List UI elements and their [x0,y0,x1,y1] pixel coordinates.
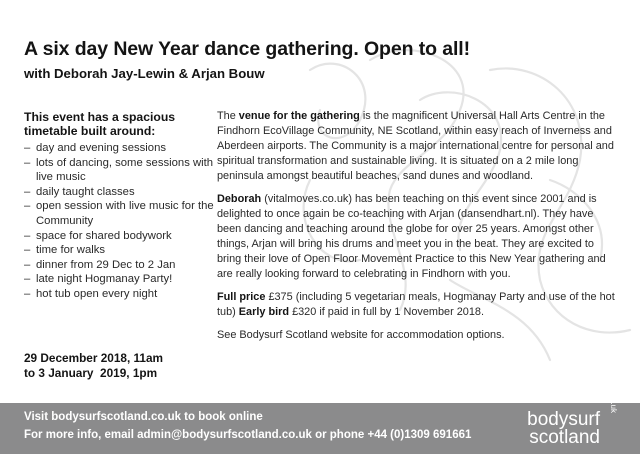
page-subtitle: with Deborah Jay-Lewin & Arjan Bouw [24,66,265,81]
list-item: – hot tub open every night [24,287,224,302]
page-title: A six day New Year dance gathering. Open to all! [24,38,471,60]
highlights-heading-line-1: This event has a spacious [24,110,176,124]
dates-line-1: 29 December 2018, 11am [24,351,164,365]
dates-line-2: to 3 January 2019, 1pm [24,365,158,380]
early-bird-text: £320 if paid in full by 1 November 2018. [289,306,484,318]
venue-label: venue for the gathering [238,110,360,122]
logo-word-bodysurf: bodysurf [527,409,600,430]
highlights-heading [24,110,224,138]
booking-link[interactable]: Visit bodysurfscotland.co.uk to book online [24,411,263,423]
teachers-text: (vitalmoves.co.uk) has been teaching on this event since 2001 and is delighted to once again be co-teaching with Arjan (dansendhart.nl). They have been dancing and teaching around the globe for over 25 years. Amongst other things, Arjan will bring his drums and meet you in the beat. They are excited to bring their love of Open Floor Movement Practice to this New Year gathering and are really looking forward to celebrating in Findhorn with you. [217,193,606,280]
list-item: – time for walks [24,243,224,258]
pricing-paragraph [217,290,617,320]
venue-text: is the magnificent Universal Hall Arts Centre in the Findhorn EcoVillage Community, NE Scotland, within easy reach of Inverness and Aberdeen airports. The Community is a major international centre for personal and spiritual transformation and sustainable living. It is situated on a 2 mile long peninsula amongst beautiful beaches, sand dunes and woodland. [217,110,614,182]
list-item: – lots of dancing, some sessions with live music [24,156,224,185]
early-bird-label: Early bird [238,306,290,318]
full-price-text: £375 (including 5 vegetarian meals, Hogmanay Party and use of the hot tub) [217,291,615,318]
venue-intro: The [217,110,239,122]
accommodation-paragraph: See Bodysurf Scotland website for accommodation options. [217,329,505,341]
event-highlights [24,110,224,302]
teachers-paragraph [217,192,617,282]
footer-banner [0,393,640,454]
logo-domain: co.uk [609,393,618,413]
list-item: – day and evening sessions [24,141,224,156]
list-item: – open session with live music for the Community [24,199,224,228]
list-item: – daily taught classes [24,185,224,200]
list-item: – late night Hogmanay Party! [24,272,224,287]
event-dates [24,351,224,380]
venue-paragraph [217,109,617,184]
highlights-heading-line-2: timetable built around: [24,124,156,138]
logo-word-scotland: scotland [529,427,600,448]
list-item: – dinner from 29 Dec to 2 Jan [24,258,224,273]
highlights-list [24,141,224,302]
list-item: – space for shared bodywork [24,229,224,244]
bodysurf-logo [500,393,618,449]
contact-info[interactable]: For more info, email admin@bodysurfscotland.co.uk or phone +44 (0)1309 691661 [24,429,472,441]
teacher-name: Deborah [217,193,262,205]
full-price-label: Full price [217,291,266,303]
event-description [217,109,617,351]
